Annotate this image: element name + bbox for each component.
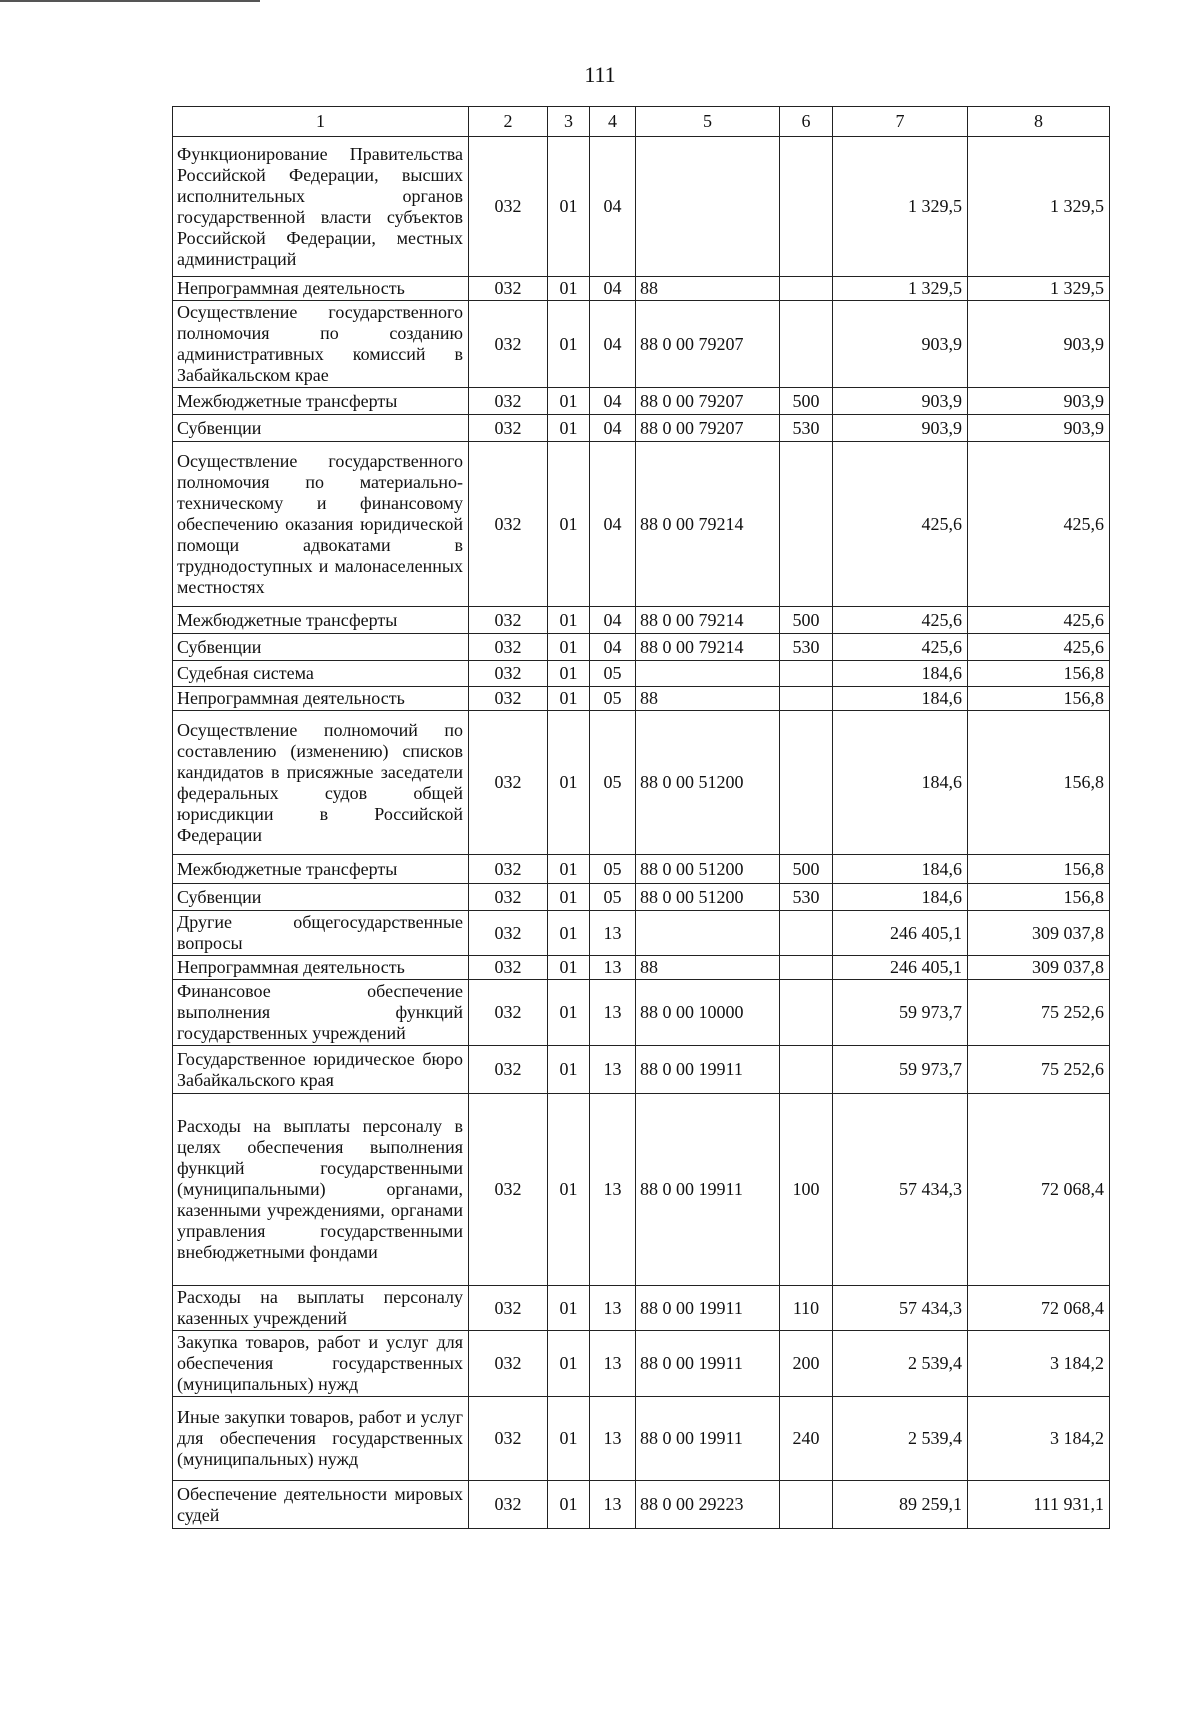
row-name-cell: Межбюджетные трансферты <box>173 607 469 634</box>
cell-col-8: 156,8 <box>968 661 1110 687</box>
cell-col-7: 1 329,5 <box>833 277 968 301</box>
cell-col-5: 88 0 00 79214 <box>636 607 780 634</box>
table-body <box>173 107 1110 1529</box>
cell-col-4: 13 <box>590 1397 636 1481</box>
cell-col-3: 01 <box>548 687 590 711</box>
cell-col-7: 1 329,5 <box>833 137 968 277</box>
cell-col-7: 425,6 <box>833 442 968 607</box>
cell-col-7: 903,9 <box>833 301 968 388</box>
cell-col-7: 57 434,3 <box>833 1286 968 1331</box>
row-name-cell: Субвенции <box>173 884 469 911</box>
cell-col-8: 425,6 <box>968 634 1110 661</box>
cell-col-4: 13 <box>590 956 636 980</box>
column-header: 4 <box>590 107 636 137</box>
cell-col-4: 04 <box>590 607 636 634</box>
cell-col-3: 01 <box>548 1286 590 1331</box>
cell-col-3: 01 <box>548 277 590 301</box>
cell-col-7: 184,6 <box>833 661 968 687</box>
cell-col-8: 903,9 <box>968 415 1110 442</box>
cell-col-4: 04 <box>590 634 636 661</box>
table-row <box>173 415 1110 442</box>
cell-col-8: 72 068,4 <box>968 1286 1110 1331</box>
cell-col-4: 13 <box>590 980 636 1046</box>
cell-col-2: 032 <box>469 884 548 911</box>
cell-col-5 <box>636 661 780 687</box>
cell-col-3: 01 <box>548 980 590 1046</box>
table-row <box>173 884 1110 911</box>
cell-col-6: 100 <box>780 1094 833 1286</box>
cell-col-3: 01 <box>548 388 590 415</box>
cell-col-7: 184,6 <box>833 711 968 855</box>
cell-col-4: 13 <box>590 1046 636 1094</box>
table-row <box>173 388 1110 415</box>
row-name-cell: Закупка товаров, работ и услуг для обеспечения государственных (муниципальных) нужд <box>173 1331 469 1397</box>
cell-col-3: 01 <box>548 1397 590 1481</box>
cell-col-7: 184,6 <box>833 855 968 884</box>
cell-col-8: 111 931,1 <box>968 1481 1110 1529</box>
cell-col-6 <box>780 277 833 301</box>
table-row <box>173 634 1110 661</box>
cell-col-6: 500 <box>780 607 833 634</box>
cell-col-2: 032 <box>469 301 548 388</box>
cell-col-3: 01 <box>548 634 590 661</box>
table-row <box>173 661 1110 687</box>
cell-col-6 <box>780 711 833 855</box>
cell-col-4: 13 <box>590 1331 636 1397</box>
row-name-cell: Финансовое обеспечение выполнения функций государственных учреждений <box>173 980 469 1046</box>
cell-col-7: 89 259,1 <box>833 1481 968 1529</box>
cell-col-8: 3 184,2 <box>968 1397 1110 1481</box>
cell-col-7: 184,6 <box>833 687 968 711</box>
cell-col-2: 032 <box>469 1046 548 1094</box>
cell-col-5: 88 0 00 10000 <box>636 980 780 1046</box>
cell-col-5: 88 0 00 29223 <box>636 1481 780 1529</box>
cell-col-5: 88 0 00 51200 <box>636 884 780 911</box>
table-row <box>173 277 1110 301</box>
cell-col-8: 156,8 <box>968 884 1110 911</box>
table-row <box>173 137 1110 277</box>
cell-col-5: 88 0 00 19911 <box>636 1046 780 1094</box>
row-name-cell: Непрограммная деятельность <box>173 277 469 301</box>
cell-col-4: 13 <box>590 1286 636 1331</box>
table-row <box>173 607 1110 634</box>
cell-col-4: 05 <box>590 711 636 855</box>
cell-col-6: 500 <box>780 388 833 415</box>
cell-col-3: 01 <box>548 711 590 855</box>
table-row <box>173 711 1110 855</box>
row-name-cell: Расходы на выплаты персоналу казенных учреждений <box>173 1286 469 1331</box>
column-header: 8 <box>968 107 1110 137</box>
cell-col-3: 01 <box>548 607 590 634</box>
cell-col-7: 425,6 <box>833 634 968 661</box>
cell-col-6: 530 <box>780 634 833 661</box>
cell-col-3: 01 <box>548 855 590 884</box>
cell-col-6 <box>780 661 833 687</box>
cell-col-8: 903,9 <box>968 388 1110 415</box>
cell-col-4: 05 <box>590 687 636 711</box>
cell-col-7: 903,9 <box>833 388 968 415</box>
row-name-cell: Осуществление полномочий по составлению (изменению) списков кандидатов в присяжные заседатели федеральных судов общей юрисдикции в Российской Федерации <box>173 711 469 855</box>
cell-col-7: 59 973,7 <box>833 1046 968 1094</box>
row-name-cell: Обеспечение деятельности мировых судей <box>173 1481 469 1529</box>
cell-col-6: 500 <box>780 855 833 884</box>
row-name-cell: Функционирование Правительства Российской Федерации, высших исполнительных органов государственной власти субъектов Российской Федерации, местных администраций <box>173 137 469 277</box>
cell-col-6: 240 <box>780 1397 833 1481</box>
row-name-cell: Непрограммная деятельность <box>173 956 469 980</box>
row-name-cell: Другие общегосударственные вопросы <box>173 911 469 956</box>
cell-col-2: 032 <box>469 855 548 884</box>
table-row <box>173 442 1110 607</box>
row-name-cell: Межбюджетные трансферты <box>173 855 469 884</box>
cell-col-3: 01 <box>548 661 590 687</box>
cell-col-2: 032 <box>469 1397 548 1481</box>
cell-col-5: 88 0 00 79207 <box>636 388 780 415</box>
table-row <box>173 911 1110 956</box>
cell-col-4: 04 <box>590 388 636 415</box>
cell-col-2: 032 <box>469 911 548 956</box>
cell-col-4: 05 <box>590 855 636 884</box>
cell-col-6: 200 <box>780 1331 833 1397</box>
cell-col-5: 88 <box>636 956 780 980</box>
cell-col-4: 05 <box>590 884 636 911</box>
cell-col-8: 3 184,2 <box>968 1331 1110 1397</box>
cell-col-2: 032 <box>469 956 548 980</box>
row-name-cell: Государственное юридическое бюро Забайкальского края <box>173 1046 469 1094</box>
cell-col-2: 032 <box>469 1331 548 1397</box>
cell-col-5: 88 0 00 51200 <box>636 855 780 884</box>
cell-col-6: 530 <box>780 415 833 442</box>
cell-col-3: 01 <box>548 301 590 388</box>
cell-col-3: 01 <box>548 884 590 911</box>
table-row <box>173 1331 1110 1397</box>
cell-col-8: 425,6 <box>968 442 1110 607</box>
cell-col-2: 032 <box>469 388 548 415</box>
cell-col-6 <box>780 980 833 1046</box>
cell-col-4: 13 <box>590 911 636 956</box>
cell-col-2: 032 <box>469 137 548 277</box>
cell-col-6: 110 <box>780 1286 833 1331</box>
row-name-cell: Судебная система <box>173 661 469 687</box>
cell-col-2: 032 <box>469 661 548 687</box>
cell-col-2: 032 <box>469 980 548 1046</box>
cell-col-5: 88 0 00 79214 <box>636 634 780 661</box>
cell-col-6 <box>780 1481 833 1529</box>
cell-col-7: 57 434,3 <box>833 1094 968 1286</box>
cell-col-3: 01 <box>548 1046 590 1094</box>
cell-col-6: 530 <box>780 884 833 911</box>
cell-col-2: 032 <box>469 1094 548 1286</box>
cell-col-5: 88 <box>636 687 780 711</box>
cell-col-5: 88 0 00 51200 <box>636 711 780 855</box>
cell-col-8: 309 037,8 <box>968 911 1110 956</box>
cell-col-3: 01 <box>548 1331 590 1397</box>
table-row <box>173 1481 1110 1529</box>
cell-col-5: 88 0 00 19911 <box>636 1331 780 1397</box>
table-row <box>173 956 1110 980</box>
column-header: 7 <box>833 107 968 137</box>
cell-col-2: 032 <box>469 634 548 661</box>
cell-col-5: 88 0 00 79207 <box>636 301 780 388</box>
cell-col-8: 1 329,5 <box>968 137 1110 277</box>
row-name-cell: Субвенции <box>173 415 469 442</box>
cell-col-7: 246 405,1 <box>833 911 968 956</box>
table-row <box>173 1094 1110 1286</box>
cell-col-4: 13 <box>590 1094 636 1286</box>
row-name-cell: Осуществление государственного полномочия по созданию административных комиссий в Забайкальском крае <box>173 301 469 388</box>
table-row <box>173 1286 1110 1331</box>
column-header: 6 <box>780 107 833 137</box>
budget-table <box>172 106 1110 1529</box>
cell-col-3: 01 <box>548 911 590 956</box>
cell-col-5: 88 0 00 79207 <box>636 415 780 442</box>
header-row <box>173 107 1110 137</box>
cell-col-4: 13 <box>590 1481 636 1529</box>
cell-col-4: 04 <box>590 277 636 301</box>
cell-col-4: 04 <box>590 301 636 388</box>
cell-col-7: 903,9 <box>833 415 968 442</box>
cell-col-2: 032 <box>469 607 548 634</box>
cell-col-8: 156,8 <box>968 687 1110 711</box>
cell-col-2: 032 <box>469 277 548 301</box>
column-header: 2 <box>469 107 548 137</box>
cell-col-6 <box>780 137 833 277</box>
cell-col-7: 59 973,7 <box>833 980 968 1046</box>
cell-col-3: 01 <box>548 442 590 607</box>
cell-col-6 <box>780 911 833 956</box>
cell-col-8: 156,8 <box>968 711 1110 855</box>
table-row <box>173 687 1110 711</box>
cell-col-3: 01 <box>548 956 590 980</box>
row-name-cell: Межбюджетные трансферты <box>173 388 469 415</box>
cell-col-7: 425,6 <box>833 607 968 634</box>
cell-col-7: 2 539,4 <box>833 1397 968 1481</box>
cell-col-6 <box>780 1046 833 1094</box>
column-header: 3 <box>548 107 590 137</box>
column-header: 5 <box>636 107 780 137</box>
cell-col-8: 1 329,5 <box>968 277 1110 301</box>
scan-edge-line <box>0 0 260 2</box>
row-name-cell: Непрограммная деятельность <box>173 687 469 711</box>
cell-col-4: 04 <box>590 442 636 607</box>
cell-col-7: 184,6 <box>833 884 968 911</box>
row-name-cell: Осуществление государственного полномочия по материально-техническому и финансовому обеспечению оказания юридической помощи адвокатами в труднодоступных и малонаселенных местностях <box>173 442 469 607</box>
cell-col-8: 903,9 <box>968 301 1110 388</box>
cell-col-5: 88 0 00 19911 <box>636 1286 780 1331</box>
row-name-cell: Расходы на выплаты персоналу в целях обеспечения выполнения функций государственными (муниципальными) органами, казенными учреждениями, органами управления государственными внебюджетными фондами <box>173 1094 469 1286</box>
cell-col-4: 04 <box>590 137 636 277</box>
cell-col-2: 032 <box>469 442 548 607</box>
cell-col-5: 88 0 00 79214 <box>636 442 780 607</box>
cell-col-6 <box>780 956 833 980</box>
cell-col-4: 05 <box>590 661 636 687</box>
cell-col-8: 72 068,4 <box>968 1094 1110 1286</box>
cell-col-8: 75 252,6 <box>968 980 1110 1046</box>
cell-col-8: 156,8 <box>968 855 1110 884</box>
table-row <box>173 1046 1110 1094</box>
cell-col-6 <box>780 687 833 711</box>
cell-col-3: 01 <box>548 1094 590 1286</box>
table-row <box>173 980 1110 1046</box>
cell-col-8: 425,6 <box>968 607 1110 634</box>
cell-col-7: 246 405,1 <box>833 956 968 980</box>
cell-col-2: 032 <box>469 711 548 855</box>
cell-col-4: 04 <box>590 415 636 442</box>
cell-col-5: 88 0 00 19911 <box>636 1094 780 1286</box>
column-header: 1 <box>173 107 469 137</box>
cell-col-7: 2 539,4 <box>833 1331 968 1397</box>
table-row <box>173 855 1110 884</box>
cell-col-6 <box>780 442 833 607</box>
row-name-cell: Субвенции <box>173 634 469 661</box>
cell-col-5 <box>636 911 780 956</box>
page-number: 111 <box>584 62 616 87</box>
table-row <box>173 301 1110 388</box>
cell-col-8: 75 252,6 <box>968 1046 1110 1094</box>
cell-col-2: 032 <box>469 415 548 442</box>
cell-col-5: 88 0 00 19911 <box>636 1397 780 1481</box>
cell-col-5 <box>636 137 780 277</box>
cell-col-3: 01 <box>548 415 590 442</box>
cell-col-2: 032 <box>469 687 548 711</box>
cell-col-3: 01 <box>548 137 590 277</box>
cell-col-6 <box>780 301 833 388</box>
cell-col-3: 01 <box>548 1481 590 1529</box>
cell-col-2: 032 <box>469 1286 548 1331</box>
cell-col-5: 88 <box>636 277 780 301</box>
cell-col-8: 309 037,8 <box>968 956 1110 980</box>
row-name-cell: Иные закупки товаров, работ и услуг для обеспечения государственных (муниципальных) нужд <box>173 1397 469 1481</box>
table-row <box>173 1397 1110 1481</box>
cell-col-2: 032 <box>469 1481 548 1529</box>
